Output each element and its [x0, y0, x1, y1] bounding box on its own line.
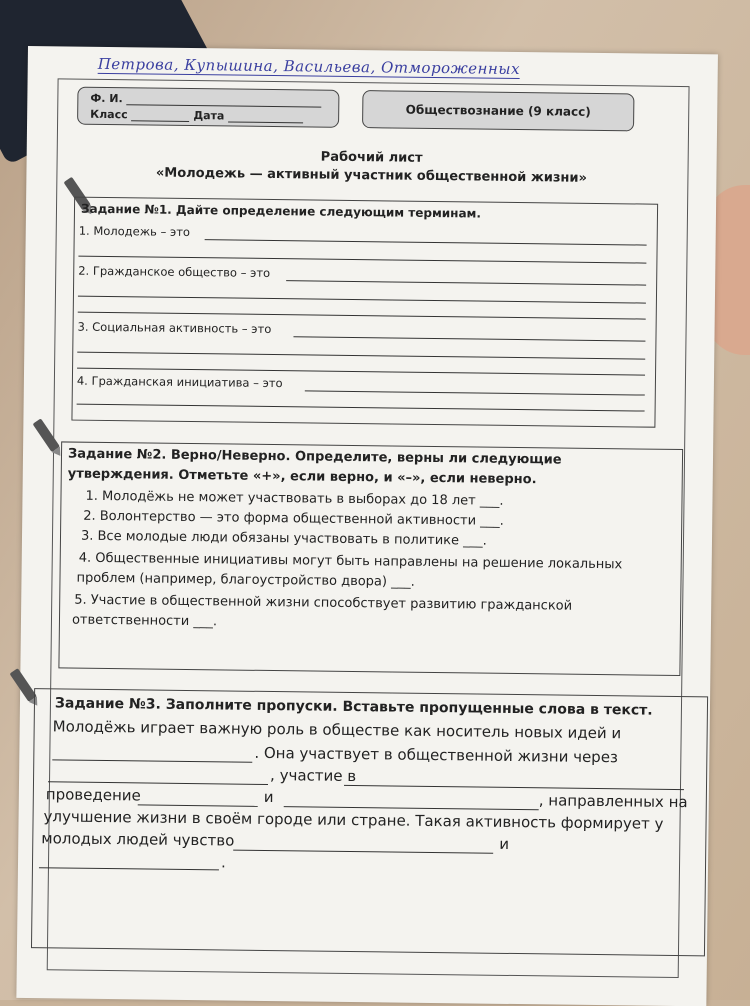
answer-line[interactable] — [78, 312, 646, 320]
task-2-item: 4. Общественные инициативы могут быть направлены на решение локальных — [78, 550, 623, 573]
answer-line[interactable] — [78, 296, 646, 304]
task-2-item: 2. Волонтерство — это форма общественной активности ___. — [83, 508, 504, 529]
task-1-heading: Задание №1. Дайте определение следующим терминам. — [80, 201, 482, 221]
task-2-item: 3. Все молодые люди обязаны участвовать в политике ___. — [80, 528, 487, 549]
task-3-text: проведение — [45, 785, 141, 805]
task-1 — [71, 197, 658, 428]
handwritten-names: Петрова, Купышина, Васильева, Отмороженных — [97, 54, 521, 79]
blank-line[interactable] — [52, 759, 252, 762]
task-3-text: улучшение жизни в своём городе или стране. Такая активность формирует у — [43, 807, 664, 833]
task-1-item: 4. Гражданская инициатива – это — [76, 373, 283, 391]
task-3-text: . — [220, 853, 226, 872]
answer-line[interactable] — [293, 336, 645, 341]
task-2-item: проблем (например, благоустройство двора) ___. — [76, 570, 415, 590]
task-3-text: , направленных на — [538, 791, 688, 812]
subject-label: Обществознание (9 класс) — [405, 102, 591, 119]
task-3-text: , участие в — [270, 766, 357, 786]
answer-line[interactable] — [77, 352, 645, 360]
blank-line[interactable] — [39, 867, 219, 870]
subject-box — [362, 90, 634, 131]
task-3-text: и — [499, 834, 510, 853]
task-1-item: 1. Молодежь – это — [78, 223, 191, 239]
task-2-item: 1. Молодёжь не может участвовать в выборах до 18 лет ___. — [85, 488, 504, 509]
student-info-box — [77, 87, 339, 128]
answer-line[interactable] — [286, 280, 646, 285]
answer-line[interactable] — [305, 390, 645, 395]
class-field[interactable] — [131, 120, 189, 122]
task-2-heading: Задание №2. Верно/Неверно. Определите, верны ли следующие — [67, 446, 562, 468]
fio-label: Ф. И. — [90, 91, 123, 106]
task-3-text: . Она участвует в общественной жизни через — [254, 743, 619, 767]
answer-line[interactable] — [77, 404, 645, 412]
answer-line[interactable] — [205, 239, 647, 245]
task-3-text: и — [263, 787, 274, 807]
blank-line[interactable] — [233, 850, 493, 854]
blank-line[interactable] — [48, 781, 268, 785]
fio-field[interactable] — [126, 104, 321, 107]
task-1-item: 2. Гражданское общество – это — [78, 263, 271, 280]
blank-line[interactable] — [344, 785, 684, 790]
task-1-item: 3. Социальная активность – это — [77, 319, 272, 336]
task-3-heading: Задание №3. Заполните пропуски. Вставьте пропущенные слова в текст. — [54, 695, 653, 719]
task-3 — [31, 688, 708, 956]
answer-line[interactable] — [78, 256, 646, 264]
task-2 — [58, 441, 683, 676]
blank-line[interactable] — [138, 804, 258, 806]
worksheet-subtitle: «Молодежь — активный участник общественной жизни» — [155, 165, 588, 186]
class-label: Класс — [90, 107, 128, 122]
task-2-item: 5. Участие в общественной жизни способствует развитию гражданской — [74, 592, 573, 614]
task-2-item: ответственности ___. — [71, 612, 218, 630]
worksheet — [16, 46, 718, 1006]
worksheet-title: Рабочий лист — [320, 149, 423, 166]
date-field[interactable] — [228, 121, 303, 123]
task-3-text: молодых людей чувство — [41, 829, 235, 850]
task-2-heading: утверждения. Отметьте «+», если верно, и «–», если неверно. — [67, 466, 537, 488]
date-label: Дата — [193, 109, 225, 123]
task-3-text: Молодёжь играет важную роль в обществе как носитель новых идей и — [52, 717, 622, 743]
